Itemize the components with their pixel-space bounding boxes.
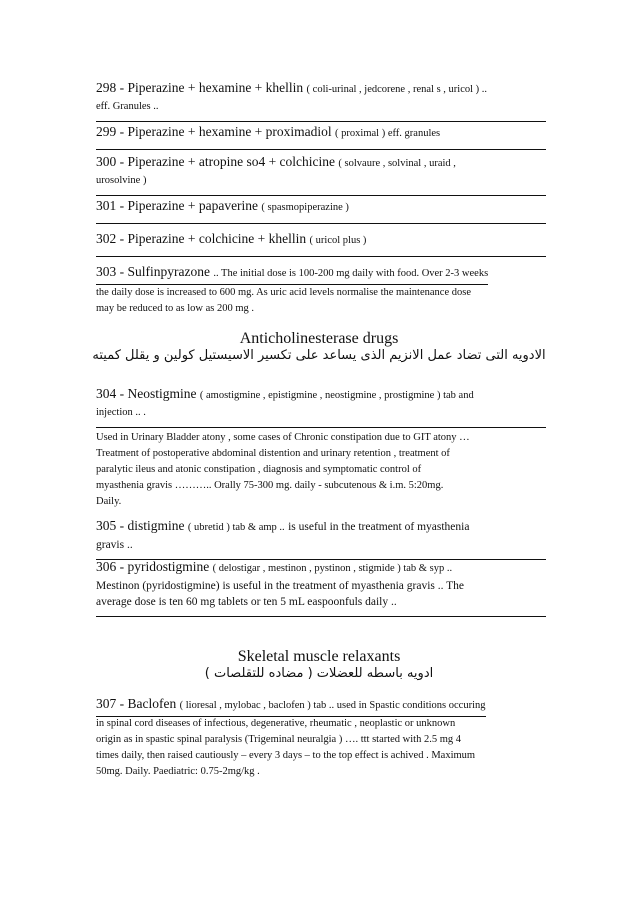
entry-304-brands: ( amostigmine , epistigmine , neostigmine , prostigmine ) tab and <box>199 390 474 401</box>
entry-302-brands: ( uricol plus ) <box>309 235 367 246</box>
entry-298-brands: ( coli-urinal , jedcorene , renal s , uricol ) .. <box>306 84 488 95</box>
paragraph-304-line: Treatment of postoperative abdominal distention and urinary retention , treatment of <box>96 448 450 459</box>
entry-298-title: 298 - Piperazine + hexamine + khellin <box>96 80 304 95</box>
entry-307-brands: ( lioresal , mylobac , baclofen ) tab .. used in Spastic conditions occuring <box>179 700 486 711</box>
entry-301 <box>96 196 546 224</box>
entry-304 <box>96 384 546 428</box>
entry-306 <box>96 557 546 617</box>
entry-303 <box>96 262 556 317</box>
entry-305-brands: ( ubretid ) tab & amp .. <box>187 522 285 533</box>
entry-306-brands: ( delostigar , mestinon , pystinon , stigmide ) tab & syp .. <box>212 563 453 574</box>
entry-298-cont: eff. Granules .. <box>96 101 159 112</box>
entry-304-cont: injection .. . <box>96 407 146 418</box>
entry-304-title: 304 - Neostigmine <box>96 386 197 401</box>
entry-306-cont-2: average dose is ten 60 mg tablets or ten 5 mL easpoonfuls daily .. <box>96 596 397 608</box>
paragraph-304 <box>96 430 546 510</box>
entry-301-brands: ( spasmopiperazine ) <box>261 202 349 213</box>
paragraph-307-line: in spinal cord diseases of infectious, degenerative, rheumatic , neoplastic or unknown <box>96 718 456 729</box>
entry-300 <box>96 152 546 196</box>
section-arabic-anticholinesterase: الادويه التى تضاد عمل الانزيم الذى يساعد على تكسير الاسيستيل كولين و يقلل كميته <box>92 348 546 363</box>
entry-303-title: 303 - Sulfinpyrazone <box>96 264 210 279</box>
paragraph-304-line: Daily. <box>96 496 122 507</box>
entry-300-brands: ( solvaure , solvinal , uraid , <box>338 158 456 169</box>
paragraph-307 <box>96 716 556 780</box>
entry-305-cont: gravis .. <box>96 539 133 551</box>
entry-299-brands: ( proximal ) eff. granules <box>335 128 441 139</box>
entry-303-rest: .. The initial dose is 100-200 mg daily with food. Over 2-3 weeks <box>213 268 489 279</box>
entry-305 <box>96 516 546 560</box>
entry-306-cont-1: Mestinon (pyridostigmine) is useful in the treatment of myasthenia gravis .. The <box>96 580 465 592</box>
entry-302-title: 302 - Piperazine + colchicine + khellin <box>96 231 307 246</box>
paragraph-304-line: paralytic ileus and atonic constipation , diagnosis and symptomatic control of <box>96 464 422 475</box>
paragraph-307-line: 50mg. Daily. Paediatric: 0.75-2mg/kg . <box>96 766 260 777</box>
entry-300-cont: urosolvine ) <box>96 175 147 186</box>
entry-302 <box>96 229 546 257</box>
entry-305-rest: is useful in the treatment of myasthenia <box>288 521 470 533</box>
paragraph-307-line: times daily, then raised cautiously – every 3 days – to the top effect is achived . Maximum <box>96 750 476 761</box>
entry-303-cont-2: may be reduced to as low as 200 mg . <box>96 303 255 314</box>
entry-306-title: 306 - pyridostigmine <box>96 559 210 574</box>
entry-303-cont-1: the daily dose is increased to 600 mg. As uric acid levels normalise the maintenance dose <box>96 287 471 298</box>
section-arabic-skeletal: ادويه باسطه للعضلات ( مضاده للتقلصات ) <box>204 666 434 681</box>
entry-299 <box>96 122 546 150</box>
entry-307 <box>96 694 556 717</box>
entry-298 <box>96 78 546 122</box>
paragraph-304-line: myasthenia gravis ……….. Orally 75-300 mg. daily - subcutenous & i.m. 5:20mg. <box>96 480 444 491</box>
entry-301-title: 301 - Piperazine + papaverine <box>96 198 259 213</box>
entry-299-title: 299 - Piperazine + hexamine + proximadiol <box>96 124 332 139</box>
paragraph-304-line: Used in Urinary Bladder atony , some cases of Chronic constipation due to GIT atony … <box>96 432 470 443</box>
entry-305-title: 305 - distigmine <box>96 518 185 533</box>
entry-300-title: 300 - Piperazine + atropine so4 + colchicine <box>96 154 336 169</box>
section-title-anticholinesterase: Anticholinesterase drugs <box>239 330 399 347</box>
paragraph-307-line: origin as in spastic spinal paralysis (Trigeminal neuralgia ) …. ttt started with 2.5 mg 4 <box>96 734 462 745</box>
section-title-skeletal: Skeletal muscle relaxants <box>237 648 401 665</box>
entry-307-title: 307 - Baclofen <box>96 696 177 711</box>
